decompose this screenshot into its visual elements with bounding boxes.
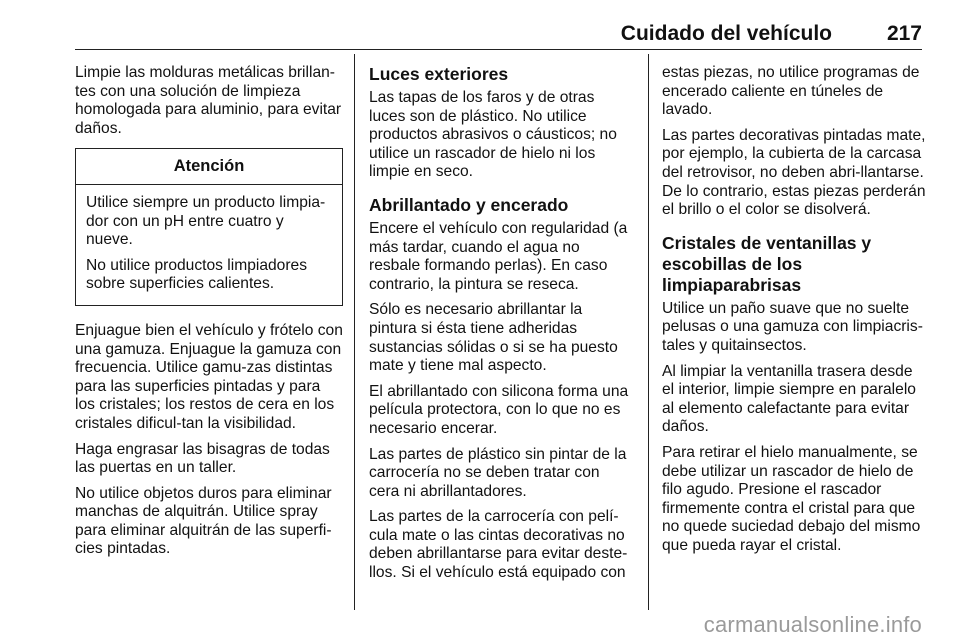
caution-paragraph-hot-surfaces: No utilice productos limpiadores sobre superficies calientes. — [86, 256, 308, 293]
caution-paragraph-ph: Utilice siempre un producto limpia-dor con un pH entre cuatro y nueve. — [86, 193, 326, 249]
column-2 — [369, 64, 633, 590]
column-1 — [75, 64, 343, 566]
paragraph-matte-decor: Las partes decorativas pintadas mate, por ejemplo, la cubierta de la carcasa del retrovisor, no deben abri-llantarse. De lo contrario, estas piezas perderán el brillo o el color se disolverá. — [662, 126, 926, 219]
paragraph-tar: No utilice objetos duros para eliminar manchas de alquitrán. Utilice spray para eliminar alquitrán de las superfi-cies pintadas. — [75, 484, 332, 558]
paragraph-metal-trim: Limpie las molduras metálicas brillan-tes con una solución de limpieza homologada para aluminio, para evitar daños. — [75, 64, 342, 137]
column-3 — [662, 64, 926, 562]
paragraph-polish-when: Sólo es necesario abrillantar la pintura si ésta tiene adheridas sustancias sólidas o si se ha puesto mate y tiene mal aspecto. — [369, 301, 618, 375]
paragraph-hot-wax: estas piezas, no utilice programas de encerado caliente en túneles de lavado. — [662, 64, 920, 119]
watermark: carmanualsonline.info — [703, 612, 922, 637]
paragraph-silicone: El abrillantado con silicona forma una película protectora, con lo que no es necesario encerar. — [369, 382, 629, 437]
heading-windows-wipers: Cristales de ventanillas y escobillas de los limpiaparabrisas — [662, 232, 872, 295]
paragraph-unpainted-plastic: Las partes de plástico sin pintar de la carrocería no se deben tratar con cera ni abrillantadores. — [369, 445, 627, 500]
paragraph-rinse: Enjuague bien el vehículo y frótelo con una gamuza. Enjuague la gamuza con frecuencia. Utilice gamu-zas distintas para las superficies pintadas y para los cristales; los restos de cera en los cristales dificul-tan la visibilidad. — [75, 321, 343, 432]
caution-body — [76, 185, 342, 305]
heading-exterior-lights: Luces exteriores — [369, 64, 509, 84]
page-number: 217 — [886, 22, 922, 45]
paragraph-soft-cloth: Utilice un paño suave que no suelte pelusas o una gamuza con limpiacris-tales y quitainsectos. — [662, 299, 923, 354]
paragraph-rear-window: Al limpiar la ventanilla trasera desde el interior, limpie siempre en paralelo al elemento calefactante para evitar daños. — [662, 362, 916, 436]
paragraph-hinges: Haga engrasar las bisagras de todas las puertas en un taller. — [75, 440, 330, 477]
paragraph-light-covers: Las tapas de los faros y de otras luces son de plástico. No utilice productos abrasivos o cáusticos; no utilice un rascador de hielo ni los limpie en seco. — [369, 89, 617, 181]
column-divider-2 — [648, 54, 649, 610]
page-header-title: Cuidado del vehículo — [620, 22, 832, 45]
header-divider — [75, 49, 922, 50]
caution-title: Atención — [76, 149, 342, 185]
paragraph-ice-scraper: Para retirar el hielo manualmente, se debe utilizar un rascador de hielo de filo agudo. Presione el rascador firmemente contra el cristal para que no quede suciedad debajo del mismo que pueda rayar el cristal. — [662, 443, 921, 554]
paragraph-wax-regularly: Encere el vehículo con regularidad (a más tardar, cuando el agua no resbale formando perlas). En caso contrario, la pintura se reseca. — [369, 219, 628, 293]
column-divider-1 — [354, 54, 355, 610]
caution-box — [75, 148, 343, 306]
heading-polishing-waxing: Abrillantado y encerado — [369, 194, 569, 215]
paragraph-matte-film: Las partes de la carrocería con pelí-cula mate o las cintas decorativas no deben abrillantarse para evitar deste-llos. Si el vehículo está equipado con — [369, 508, 628, 582]
